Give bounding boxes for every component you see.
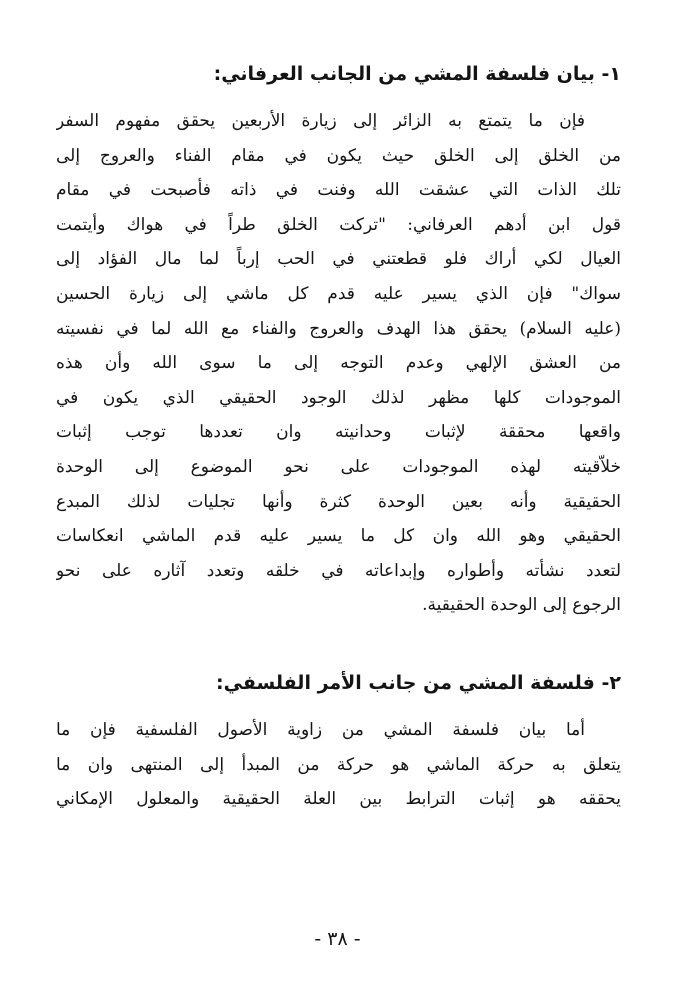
paragraph-line: فإن ما يتمتع به الزائر إلى زيارة الأربعين يحقق مفهوم السفر	[56, 111, 585, 131]
section-2-paragraph	[56, 713, 621, 817]
paragraph-line: الموجودات كلها مظهر لذلك الوجود الحقيقي الذي يكون في	[56, 387, 621, 408]
paragraph-line: من العشق الإلهي وعدم التوجه إلى ما سوى الله وأن هذه	[56, 353, 621, 374]
page-number: - ٣٨ -	[314, 928, 361, 950]
paragraph-line: لتعدد نشأته وأطواره وإبداعاته في خلقه وتعدد آثاره على نحو	[56, 560, 621, 581]
section-2-heading: ٢- فلسفة المشي من جانب الأمر الفلسفي:	[216, 671, 621, 694]
paragraph-line: سواك" فإن الذي يسير عليه قدم كل ماشي إلى زيارة الحسين	[56, 283, 621, 304]
paragraph-line: يتعلق به حركة الماشي هو حركة من المبدأ إلى المنتهى وان ما	[56, 754, 621, 775]
paragraph-line: (عليه السلام) يحقق هذا الهدف والعروج والفناء مع الله لما في نفسيته	[56, 318, 621, 339]
paragraph-line: العيال لكي أراك فلو قطعتني في الحب إرباً لما مال الفؤاد إلى	[56, 249, 621, 270]
paragraph-line: يحققه هو إثبات الترابط بين العلة الحقيقية والمعلول الإمكاني	[56, 789, 621, 810]
section-1-heading: ١- بيان فلسفة المشي من الجانب العرفاني:	[213, 63, 621, 85]
paragraph-line: تلك الذات التي عشقت الله وفنت في ذاته فأصبحت في مقام	[56, 180, 621, 201]
paragraph-line: الحقيقية وأنه بعين الوحدة كثرة وأنها تجليات لذلك المبدع	[56, 491, 621, 512]
paragraph-line: قول ابن أدهم العرفاني: "تركت الخلق طراً في هواك وأيتمت	[56, 214, 621, 235]
page-body	[56, 44, 621, 817]
paragraph-line: الحقيقي وهو الله وان كل ما يسير عليه قدم الماشي انعكاسات	[56, 526, 621, 547]
paragraph-line: الرجوع إلى الوحدة الحقيقية.	[422, 595, 621, 616]
paragraph-line: أما بيان فلسفة المشي من زاوية الأصول الفلسفية فإن ما	[56, 719, 585, 740]
section-gap	[56, 623, 621, 653]
paragraph-line: من الخلق إلى الخلق حيث يكون في مقام الفناء والعروج إلى	[56, 145, 621, 166]
section-1-paragraph	[56, 104, 621, 623]
paragraph-line: واقعها محققة لإثبات وحدانيته وان تعددها توجب إثبات	[56, 422, 621, 443]
paragraph-line: خلاّقيته لهذه الموجودات على نحو الموضوع إلى الوحدة	[56, 456, 621, 477]
